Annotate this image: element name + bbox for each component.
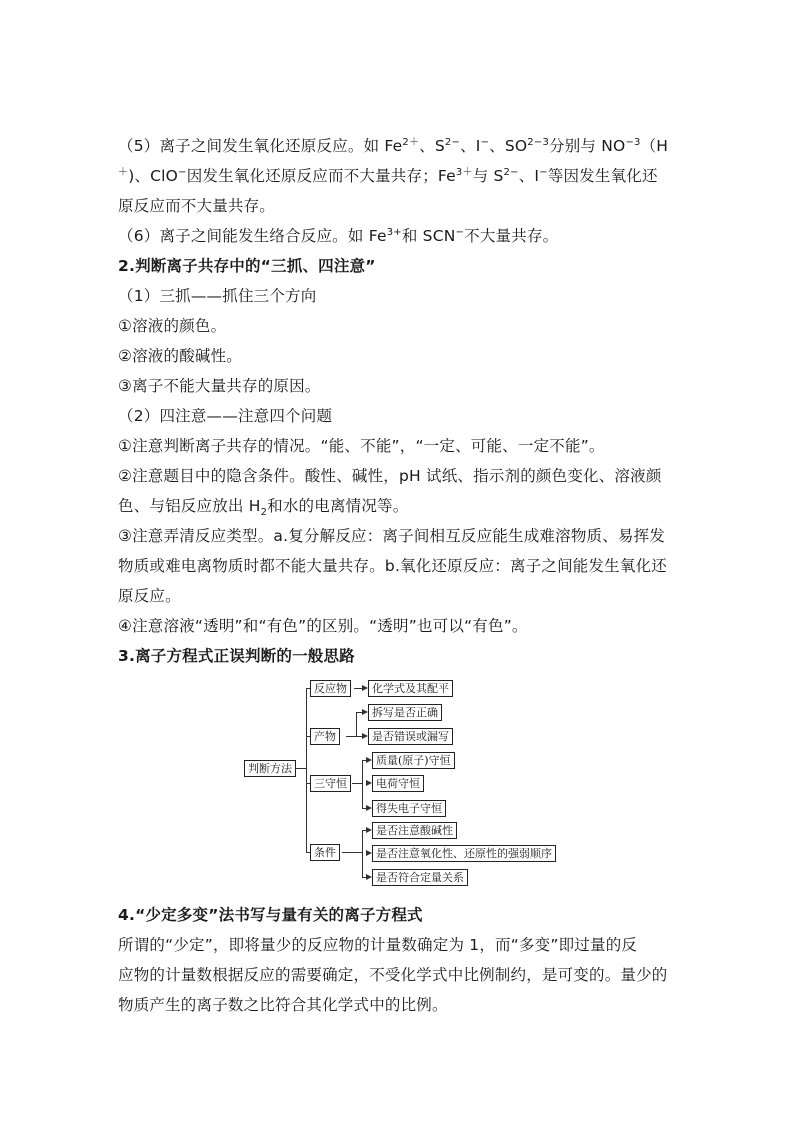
- diagram-root-box: 判断方法: [244, 760, 296, 777]
- list-item-continued: 色、与铝反应放出 $H_2$和水的电离情况等。: [118, 497, 409, 519]
- list-item: ②溶液的酸碱性。: [118, 347, 242, 365]
- list-item: ④注意溶液“透明”和“有色”的区别。“透明”也可以“有色”。: [118, 617, 528, 635]
- list-item-continued: 原反应。: [118, 587, 181, 605]
- paragraph-5-line-2: ＋)、ClO−因发生氧化还原反应而不大量共存；$Fe^{3+}$与 $S^{2-}$、I−等因发生氧化还: [118, 166, 658, 185]
- list-item: ①注意判断离子共存的情况。“能、不能”，“一定、可能、一定不能”。: [118, 437, 605, 455]
- subheading-four-notes: （2）四注意——注意四个问题: [118, 407, 333, 425]
- section-2-heading: 2.判断离子共存中的“三抓、四注意”: [118, 257, 376, 275]
- paragraph-line: 所谓的“少定”，即将量少的反应物的计量数确定为 1，而“多变”即过量的反: [118, 936, 638, 954]
- subheading-three-grasp: （1）三抓——抓住三个方向: [118, 287, 317, 305]
- paragraph-line: 应物的计量数根据反应的需要确定，不受化学式中比例制约，是可变的。量少的: [118, 966, 668, 984]
- diagram-branch-conservation: 三守恒: [310, 775, 351, 792]
- diagram-leaf: 拆写是否正确: [368, 704, 442, 721]
- diagram-leaf: 是否注意氧化性、还原性的强弱顺序: [372, 845, 556, 862]
- list-item: ②注意题目中的隐含条件。酸性、碱性，pH 试纸、指示剂的颜色变化、溶液颜: [118, 467, 662, 485]
- paragraph-5-line-1: （5）离子之间发生氧化还原反应。如 $Fe^{2+}$、$S^{2-}$、I−、$SO^{2-3}$分别与 $NO^{-3}(H$: [118, 136, 669, 155]
- diagram-connector: [362, 830, 363, 877]
- diagram-leaf: 得失电子守恒: [372, 800, 446, 817]
- diagram-connector: [346, 736, 356, 737]
- diagram-connector: [356, 712, 357, 736]
- section-4-heading: 4.“少定多变”法书写与量有关的离子方程式: [118, 906, 423, 924]
- diagram-connector: [362, 760, 363, 808]
- diagram-leaf: 质量(原子)守恒: [372, 752, 455, 769]
- diagram-branch-product: 产物: [310, 728, 340, 745]
- diagram-leaf: 是否注意酸碱性: [372, 822, 457, 839]
- judgment-method-diagram: [244, 678, 564, 890]
- diagram-branch-condition: 条件: [310, 844, 340, 861]
- diagram-leaf: 是否错误或漏写: [368, 728, 453, 745]
- diagram-leaf: 是否符合定量关系: [372, 869, 468, 886]
- paragraph-line: 物质产生的离子数之比符合其化学式中的比例。: [118, 996, 448, 1014]
- list-item-continued: 物质或难电离物质时都不能大量共存。b.氧化还原反应：离子之间能发生氧化还: [118, 557, 667, 575]
- diagram-connector: [354, 688, 362, 689]
- paragraph-6: （6）离子之间能发生络合反应。如 $Fe^{3+}$和 SCN−不大量共存。: [118, 226, 559, 245]
- list-item: ①溶液的颜色。: [118, 317, 227, 335]
- diagram-leaf: 化学式及其配平: [368, 680, 453, 697]
- paragraph-5-line-3: 原反应而不大量共存。: [118, 197, 276, 215]
- diagram-connector: [296, 768, 306, 769]
- diagram-branch-reactant: 反应物: [310, 680, 351, 697]
- diagram-connector: [352, 783, 362, 784]
- section-3-heading: 3.离子方程式正误判断的一般思路: [118, 647, 355, 665]
- list-item: ③离子不能大量共存的原因。: [118, 377, 321, 395]
- diagram-connector: [342, 852, 362, 853]
- diagram-leaf: 电荷守恒: [372, 775, 424, 792]
- list-item: ③注意弄清反应类型。a.复分解反应：离子间相互反应能生成难溶物质、易挥发: [118, 527, 666, 545]
- diagram-connector: [306, 688, 307, 852]
